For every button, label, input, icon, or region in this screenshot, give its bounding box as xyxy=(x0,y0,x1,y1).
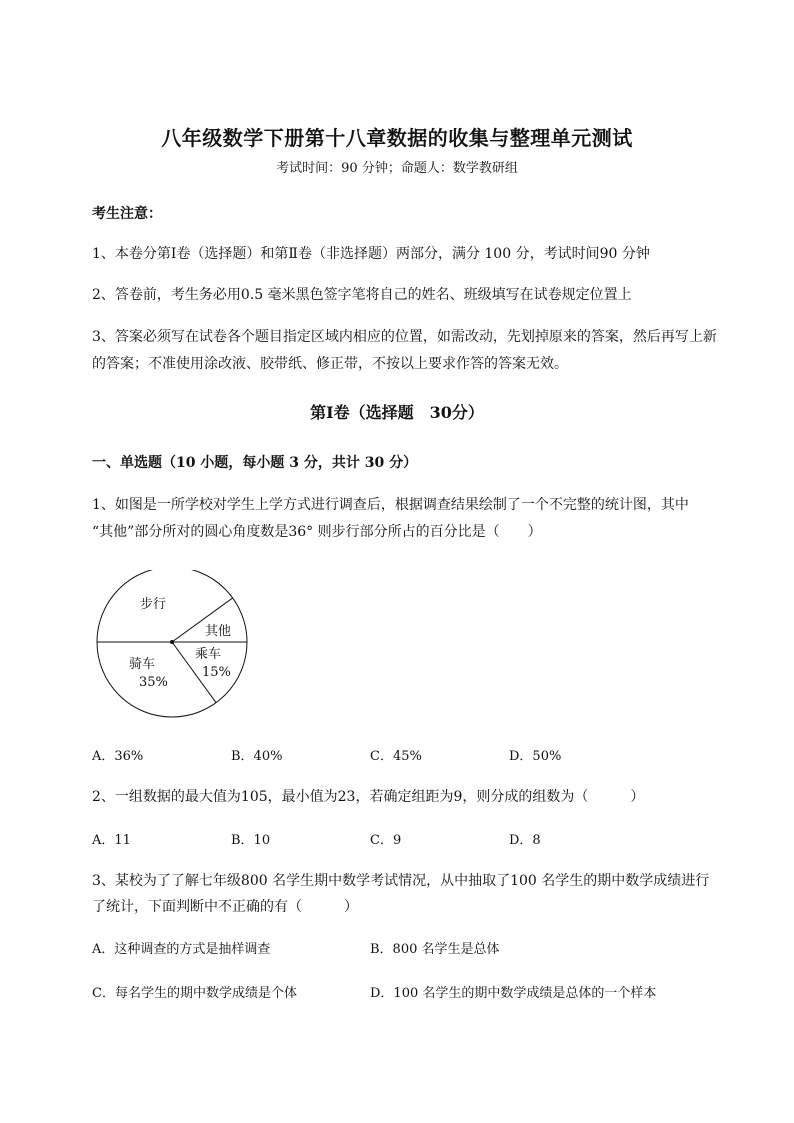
pie-percent-bus: 15% xyxy=(202,665,231,680)
q2-option-c: C．9 xyxy=(370,833,402,848)
notice-item-3-continued: 的答案；不准使用涂改液、胶带纸、修正带，不按以上要求作答的答案无效。 xyxy=(92,356,568,372)
pie-label-walk: 步行 xyxy=(140,597,167,612)
notice-item-3: 3、答案必须写在试卷各个题目指定区域内相应的位置，如需改动，先划掉原来的答案，然后再写上新 xyxy=(92,329,717,345)
pie-chart xyxy=(92,570,252,720)
pie-label-other: 其他 xyxy=(205,624,232,639)
q1-option-a: A．36% xyxy=(92,749,144,764)
notice-heading: 考生注意： xyxy=(92,206,162,222)
q3-option-c: C．每名学生的期中数学成绩是个体 xyxy=(92,986,297,1001)
question-2: 2、一组数据的最大值为105，最小值为23，若确定组距为9，则分成的组数为（ ） xyxy=(92,789,645,805)
q2-option-b: B．10 xyxy=(231,833,271,848)
q3-option-d: D．100 名学生的期中数学成绩是总体的一个样本 xyxy=(370,986,657,1001)
q3-option-b: B．800 名学生是总体 xyxy=(370,942,500,957)
question-1-line-1: 1、如图是一所学校对学生上学方式进行调查后，根据调查结果绘制了一个不完整的统计图，其中 xyxy=(92,497,689,513)
part-heading: 一、单选题（10 小题，每小题 3 分，共计 30 分） xyxy=(92,455,418,471)
exam-info: 考试时间：90 分钟；命题人：数学教研组 xyxy=(276,161,518,176)
notice-item-2: 2、答卷前，考生务必用0.5 毫米黑色签字笔将自己的姓名、班级填写在试卷规定位置上 xyxy=(92,287,632,303)
pie-percent-bike: 35% xyxy=(139,675,168,690)
pie-center-dot xyxy=(170,640,174,644)
page-title: 八年级数学下册第十八章数据的收集与整理单元测试 xyxy=(161,126,633,150)
q2-option-d: D．8 xyxy=(509,833,541,848)
q2-option-a: A．11 xyxy=(92,833,131,848)
notice-item-1: 1、本卷分第Ⅰ卷（选择题）和第Ⅱ卷（非选择题）两部分，满分 100 分，考试时间90 分钟 xyxy=(92,246,650,262)
q3-option-a: A．这种调查的方式是抽样调查 xyxy=(92,942,271,957)
question-1-line-2: “其他”部分所对的圆心角度数是36° 则步行部分所占的百分比是（ ） xyxy=(92,524,542,540)
pie-label-bike: 骑车 xyxy=(129,657,156,672)
pie-label-bus: 乘车 xyxy=(195,647,222,662)
section-title: 第Ⅰ卷（选择题 30分） xyxy=(310,403,484,422)
q1-option-d: D．50% xyxy=(509,749,562,764)
question-3-line-2: 了统计，下面判断中不正确的有（ ） xyxy=(92,899,358,915)
q1-option-b: B．40% xyxy=(231,749,283,764)
question-3-line-1: 3、某校为了了解七年级800 名学生期中数学考试情况，从中抽取了100 名学生的期中数学成绩进行 xyxy=(92,873,710,889)
q1-option-c: C．45% xyxy=(370,749,422,764)
pie-divider-lines xyxy=(97,598,247,703)
